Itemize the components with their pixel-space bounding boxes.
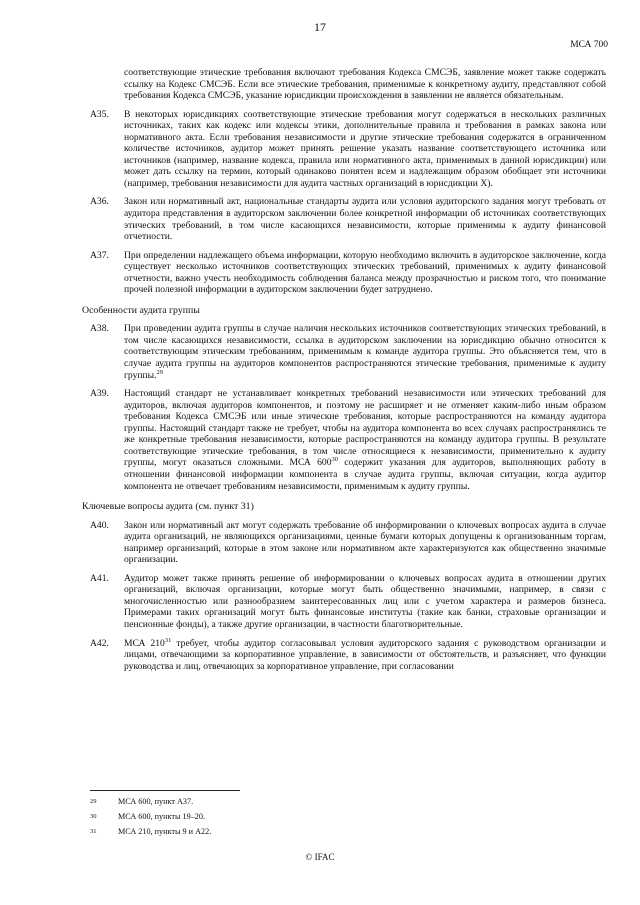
paragraph-number: А40. (90, 519, 109, 531)
paragraph-text-body: МСА 210 (124, 637, 165, 649)
paragraph-a41 (90, 573, 606, 631)
footnote-ref-31[interactable]: 31 (164, 636, 172, 644)
paragraph-a40 (90, 520, 606, 566)
copyright-footer: © IFAC (305, 852, 335, 862)
footnote-text: МСА 210, пункты 9 и А22. (118, 827, 212, 836)
document-body (82, 67, 607, 672)
paragraph-a38 (90, 323, 606, 381)
paragraph-a42 (90, 638, 606, 673)
footnote-text: МСА 600, пункты 19–20. (118, 812, 206, 821)
footnote-number: 29 (90, 798, 97, 805)
footnote-ref-30[interactable]: 30 (331, 456, 339, 464)
footnote-number: 31 (90, 828, 97, 835)
paragraph-number: А39. (90, 388, 109, 400)
footnote-30 (90, 811, 490, 823)
paragraph-text: Аудитор может также принять решение об информировании о ключевых вопросах аудита в отношении других организаций, включая организации, которые могут быть общественно значимыми, например, в связи с многочисленностью или разнообразием заинтересованных лиц или с учетом характера и размеров бизнеса. Примерами таких организаций могут быть финансовые институты (такие как банки, страховые организации и пенсионные фонды), а также другие организации, в частности благотворительные. (124, 572, 606, 630)
paragraph-number: А42. (90, 637, 109, 649)
paragraph-text-body: содержит указания для аудиторов, выполняющих работу в отношении финансовой информации компонента в случае аудита группы, включая ситуации, когда аудитор компонента не отвечает требованиям независимости, применимым к аудиту группы. (124, 457, 606, 492)
footnote-ref-29[interactable]: 29 (156, 368, 164, 376)
paragraph-text: Закон или нормативный акт, национальные стандарты аудита или условия аудиторского задания могут требовать от аудитора представления в аудиторском заключении более конкретной информации об источниках соответствующих этических требований, в том числе касающихся независимости, которые применимы к аудиту финансовой отчетности. (124, 196, 606, 243)
standard-reference: МСА 700 (570, 40, 608, 50)
paragraph-number: А35. (90, 108, 109, 120)
paragraph-text-body: При проведении аудита группы в случае наличия нескольких источников соответствующих этических требований, в том числе касающихся независимости, ссылка в аудиторском заключении на юрисдикцию обычно относится к соответствующим этическим требованиям, применимым к команде аудитора группы. Это объясняется тем, что в случае аудита группы на аудиторов компонентов распространяются этические требования, применимые к аудиту группы. (124, 323, 606, 381)
paragraph-number: А41. (90, 572, 109, 584)
footnote-divider (90, 790, 240, 791)
paragraph-text-body: Настоящий стандарт не устанавливает конкретных требований независимости или этических требований для аудиторов, включая аудиторов компонентов, и поэтому не расширяет и не отменяет каким-либо иным образом требования Кодекса СМСЭБ или иные этические требования, которые распространяются на команду аудитора группы. Настоящий стандарт также не требует, чтобы на аудитора компонента во всех случаях распространялись те же конкретные требования независимости, которые распространяются на команду аудитора группы. В результате соответствующие этические требования, в том числе относящиеся к независимости, применительно к аудиту группы, могут оказаться сложными. МСА 600 (124, 388, 606, 469)
paragraph-text (124, 388, 606, 492)
paragraph-number: А37. (90, 249, 109, 261)
section-heading-key-audit-matters: Ключевые вопросы аудита (см. пункт 31) (82, 501, 254, 513)
paragraph-text: Закон или нормативный акт могут содержать требование об информировании о ключевых вопросах аудита в случае аудита организаций, не являющихся организациями, ценные бумаги которых допущены к организованным торгам, например организаций, которые в этом законе или нормативном акте характеризуются как общественно значимые организации. (124, 519, 606, 566)
paragraph-a35 (90, 109, 606, 190)
footnote-31 (90, 826, 490, 838)
paragraph-text: В некоторых юрисдикциях соответствующие этические требования могут содержаться в нескольких различных источниках, таких как кодекс или кодексы этики, дополнительные правила и требования в рамках закона или нормативного акта. Если требования независимости и другие этические требования содержатся в ограниченном количестве источников, аудитор может принять решение указать название соответствующего источника или источников (например, название кодекса, правила или нормативного акта, применимых в данной юрисдикции) или может дать ссылку на термин, который одинаково понятен всем и надлежащим образом обобщает эти источники (например, требования независимости для аудита частных организаций в юрисдикции Х). (124, 108, 606, 189)
paragraph-a39 (90, 388, 606, 492)
paragraph-text-body: требует, чтобы аудитор согласовывал условия аудиторского задания с руководством организации и лицами, отвечающими за корпоративное управление, в зависимости от обстоятельств, и разъясняет, что функции руководства и лиц, отвечающих за корпоративное управление, при согласовании (124, 637, 607, 672)
paragraph-text (124, 323, 606, 381)
paragraph-number: А36. (90, 196, 109, 208)
paragraph-a37 (90, 250, 606, 296)
page-number: 17 (314, 20, 326, 34)
footnotes (90, 796, 490, 841)
paragraph-a36 (90, 196, 606, 242)
paragraph-text (124, 638, 606, 673)
footnote-29 (90, 796, 490, 808)
footnote-text: МСА 600, пункт А37. (118, 797, 194, 806)
paragraph-text: При определении надлежащего объема информации, которую необходимо включить в аудиторское заключение, когда существует несколько источников соответствующих этических требований, применимых к аудиту финансовой отчетности, важно учесть необходимость соблюдения баланса между прозрачностью и риском того, что понимание прочей полезной информации в аудиторском заключении будет затруднено. (124, 249, 606, 296)
section-heading-group-audit: Особенности аудита группы (82, 304, 200, 316)
continuation-paragraph: соответствующие этические требования включают требования Кодекса СМСЭБ, заявление может также содержать ссылку на Кодекс СМСЭБ. Если все этические требования, применимые к конкретному аудиту, представляют собой требования Кодекса СМСЭБ, указание юрисдикции происхождения в заявлении не является обязательным. (124, 67, 606, 102)
footnote-number: 30 (90, 813, 97, 820)
paragraph-number: А38. (90, 323, 109, 335)
